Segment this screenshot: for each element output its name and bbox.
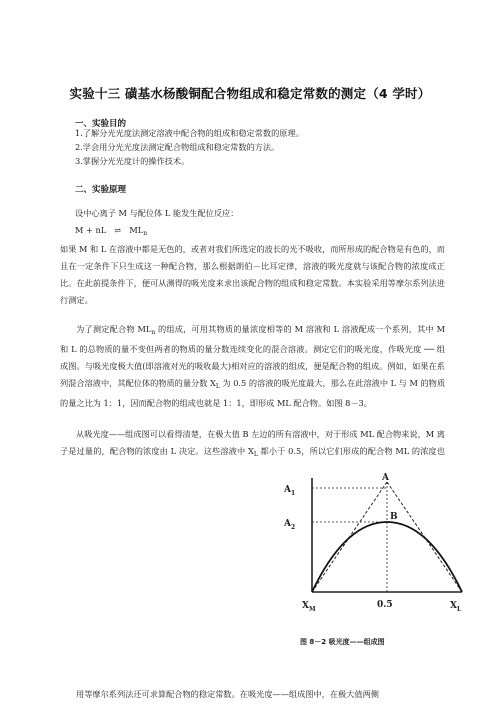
- label-a2: $A_2$: [284, 519, 296, 531]
- reaction-equation: [75, 225, 147, 237]
- label-point-b: B: [390, 512, 398, 522]
- paragraph-3-top: 从吸光度——组成图可以看得清楚，在极大值 B 左边的所有溶液中，对于形成 ML 配合物来说，M 离子是过量的，配合物的浓度由 L 决定。这些溶液中 $X_L$ 都小于 0.5，所以它们形成的配合物 ML 的浓度也: [60, 429, 445, 458]
- reaction-subscript: n: [143, 230, 148, 237]
- label-a1: $A_1$: [284, 485, 296, 497]
- equilibrium-arrow: ⇌: [114, 226, 122, 235]
- section-heading-principle: 二、实验原理: [75, 185, 127, 195]
- reaction-left: M + nL: [75, 225, 107, 235]
- objective-item: 3.掌握分光光度计的操作技术。: [75, 156, 190, 166]
- label-point-a: A: [382, 473, 389, 483]
- objective-item: 1.了解分光光度法测定溶液中配合物的组成和稳定常数的原理。: [75, 128, 304, 138]
- label-xl: $X_L$: [450, 601, 462, 613]
- figure-caption: 图 8－2 吸光度——组成图: [300, 638, 385, 646]
- label-xm: $X_M$: [302, 601, 316, 613]
- principle-intro: 设中心离子 M 与配位体 L 能发生配位反应：: [75, 208, 239, 218]
- paragraph-4: 用等摩尔系列法还可求算配合物的稳定常数。在吸光度——组成图中，在极大值两侧: [76, 689, 379, 699]
- label-midpoint: 0.5: [377, 600, 393, 610]
- absorbance-curve: [312, 522, 462, 592]
- absorbance-composition-chart: [272, 470, 482, 625]
- objective-item: 2.学会用分光光度法测定配合物组成和稳定常数的方法。: [75, 142, 280, 152]
- paragraph-3-wrap: [60, 443, 275, 681]
- reaction-right: ML: [129, 225, 144, 235]
- section-heading-objectives: 一、实验目的: [75, 119, 127, 129]
- paragraph-1: 如果 M 和 L 在溶液中都是无色的，或者对我们所选定的波长的光不吸收，而所形成的配合物是有色的，而且在一定条件下只生成这一种配合物，那么根据朗伯－比耳定律，溶液的吸光度就与该配合物的浓度成正比。在此前提条件下，便可从测得的吸光度来求出该配合物的组成和稳定常数。本实验采用等摩尔系列法进行测定。: [60, 244, 445, 305]
- paragraph-2: 为了测定配合物 $ML_n$ 的组成，可用其物质的量浓度相等的 M 溶液和 L 溶液配成一个系列，其中 M 和 L 的总物质的量不变但两者的物质的量分数连续变化的混合溶液。测定它们的吸光度，作吸光度 ── 组成图。与吸光度极大值(即溶液对光的吸收最大)相对应的溶液的组成，便是配合物的组成。例如，如果在系列混合溶液中，其配位体的物质的量分数 $X_L$ 为 0.5 的溶液的吸光度最大，那么在此溶液中 L 与 M 的物质的量之比为 1：1，因而配合物的组成也就是 1：1，即形成 ML 配合物。如图 8－3。: [60, 324, 446, 408]
- experiment-title: 实验十三 磺基水杨酸铜配合物组成和稳定常数的测定（4 学时）: [69, 86, 431, 101]
